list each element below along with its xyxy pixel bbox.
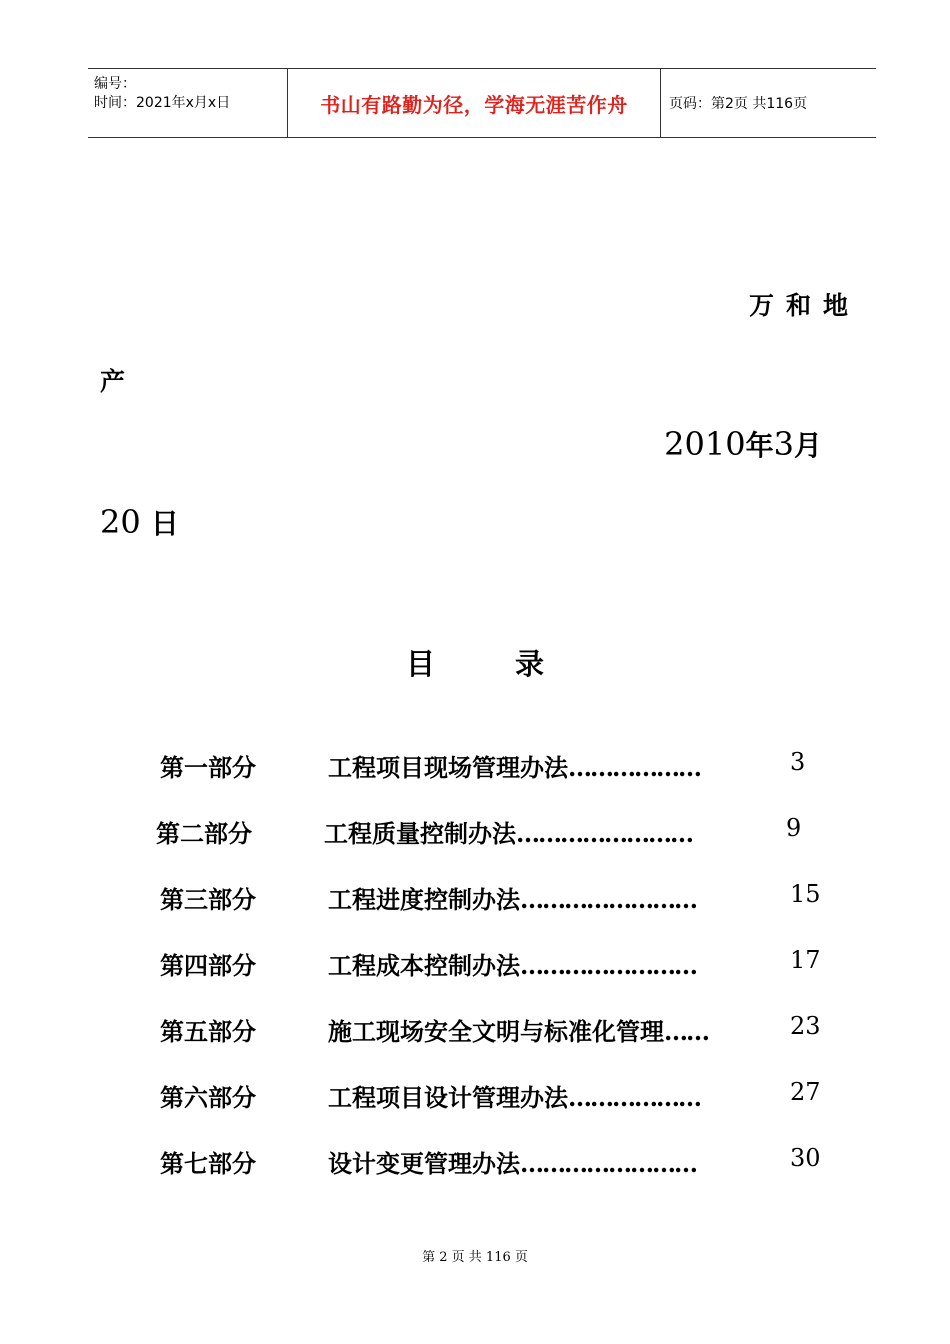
date-day: 20 bbox=[100, 503, 141, 541]
toc-entry-title: 工程进度控制办法…………………… bbox=[328, 885, 696, 914]
toc-entry[interactable] bbox=[160, 1078, 840, 1144]
date-year-char: 年 bbox=[745, 429, 774, 462]
toc-entry-title: 工程项目现场管理办法……………… bbox=[328, 753, 700, 782]
date-month: 3 bbox=[773, 425, 794, 463]
date-day-char: 日 bbox=[150, 507, 179, 540]
toc-page-number: 17 bbox=[790, 946, 821, 974]
table-of-contents bbox=[156, 748, 840, 1210]
toc-entry-title: 工程质量控制办法…………………… bbox=[324, 819, 692, 848]
motto-text: 书山有路勤为径，学海无涯苦作舟 bbox=[320, 92, 628, 117]
toc-entry-title: 设计变更管理办法…………………… bbox=[328, 1149, 696, 1178]
page-header bbox=[88, 68, 876, 138]
toc-part-label: 第一部分 bbox=[160, 753, 256, 782]
time-label: 时间：2021年x月x日 bbox=[94, 95, 231, 111]
date-year: 2010 bbox=[664, 425, 746, 463]
toc-entry-title: 工程项目设计管理办法……………… bbox=[328, 1083, 700, 1112]
toc-part-label: 第六部分 bbox=[160, 1083, 256, 1112]
serial-label: 编号： bbox=[94, 76, 136, 92]
toc-title-right: 录 bbox=[515, 647, 545, 681]
toc-entry[interactable] bbox=[160, 748, 840, 814]
toc-part-label: 第二部分 bbox=[156, 819, 252, 848]
header-page-cell bbox=[661, 69, 876, 137]
toc-part-label: 第三部分 bbox=[160, 885, 256, 914]
toc-page-number: 27 bbox=[790, 1078, 821, 1106]
toc-entry[interactable] bbox=[160, 880, 840, 946]
toc-entry[interactable] bbox=[156, 814, 840, 880]
cover-date-line1 bbox=[664, 424, 822, 464]
cover-date-line2 bbox=[100, 502, 179, 542]
toc-page-number: 9 bbox=[786, 814, 802, 842]
header-meta-cell bbox=[88, 69, 288, 137]
toc-title bbox=[0, 642, 950, 683]
toc-entry-title: 施工现场安全文明与标准化管理…… bbox=[328, 1017, 708, 1046]
toc-page-number: 15 bbox=[790, 880, 821, 908]
toc-page-number: 3 bbox=[790, 748, 806, 776]
page-footer: 第 2 页 共 116 页 bbox=[422, 1250, 528, 1265]
toc-entry[interactable] bbox=[160, 1012, 840, 1078]
toc-part-label: 第四部分 bbox=[160, 951, 256, 980]
header-page-info: 页码：第2页 共116页 bbox=[669, 96, 808, 112]
toc-entry-title: 工程成本控制办法…………………… bbox=[328, 951, 696, 980]
toc-entry[interactable] bbox=[160, 946, 840, 1012]
toc-title-left: 目 bbox=[405, 647, 435, 681]
header-motto-cell bbox=[288, 69, 661, 137]
toc-entry[interactable] bbox=[160, 1144, 840, 1210]
company-name-line1: 万和地 bbox=[748, 291, 860, 320]
toc-part-label: 第五部分 bbox=[160, 1017, 256, 1046]
date-month-char: 月 bbox=[793, 429, 822, 462]
toc-page-number: 30 bbox=[790, 1144, 821, 1172]
toc-part-label: 第七部分 bbox=[160, 1149, 256, 1178]
company-name-line2: 产 bbox=[100, 367, 126, 396]
toc-page-number: 23 bbox=[790, 1012, 821, 1040]
